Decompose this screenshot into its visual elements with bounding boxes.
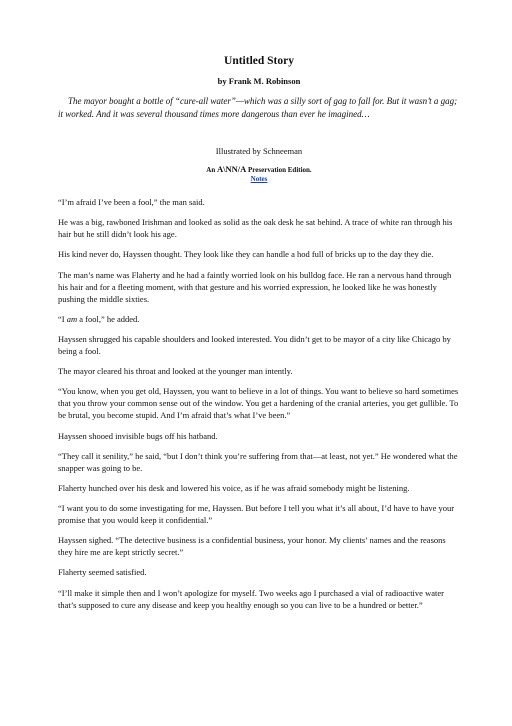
story-title: Untitled Story <box>224 55 294 67</box>
notes-line <box>58 175 460 184</box>
emphasis: am <box>66 313 78 324</box>
notes-link[interactable]: Notes <box>250 175 268 183</box>
paragraph: “I’ll make it simple then and I won’t apologize for myself. Two weeks ago I purchased a vial of radioactive water that’s supposed to cure any disease and keep you healthy enough so you can live to be a hundred or better.” <box>58 587 444 610</box>
paragraph-part: a fool,” he added. <box>77 313 140 324</box>
story-blurb: The mayor bought a bottle of “cure-all water”—which was a silly sort of gag to fall for. But it wasn’t a gag; it worked. And it was several thousand times more dangerous than ever he imagined… <box>58 96 458 119</box>
preservation-prefix: An <box>206 166 217 174</box>
paragraph-part: “I <box>58 313 67 324</box>
paragraph: Flaherty hunched over his desk and lowered his voice, as if he was afraid somebody might be listening. <box>58 482 410 493</box>
paragraph <box>58 313 460 325</box>
paragraph: “They call it senility,” he said, “but I don’t think you’re suffering from that—at least, not yet.” He wondered what the snapper was going to be. <box>58 450 458 473</box>
paragraph: His kind never do, Hayssen thought. They look like they can handle a hod full of bricks up to the day they die. <box>58 249 434 260</box>
paragraph: He was a big, rawboned Irishman and looked as solid as the oak desk he sat behind. A trace of white ran through his hair but he still didn’t look his age. <box>58 217 453 240</box>
paragraph: The mayor cleared his throat and looked at the younger man intently. <box>58 366 293 377</box>
story-byline: by Frank M. Robinson <box>217 76 301 86</box>
paragraph: Flaherty seemed satisfied. <box>58 567 147 578</box>
paragraph: “You know, when you get old, Hayssen, you want to believe in a lot of things. You want to believe so hard sometimes that you throw your common sense out of the window. You get a hardening of the cranial arteries, you get gullible. To be brutal, you become stupid. And I’m afraid that’s what I’ve been.” <box>58 386 459 421</box>
preservation-notice <box>58 165 460 175</box>
paragraph: Hayssen shooed invisible bugs off his hatband. <box>58 430 218 441</box>
illustrator-credit: Illustrated by Schneeman <box>215 146 303 156</box>
paragraph: The man’s name was Flaherty and he had a faintly worried look on his bulldog face. He ran a nervous hand through his hair and for a fleeting moment, with that gesture and his worried expression, he looked like he was honestly pushing the middle sixties. <box>58 269 452 304</box>
paragraph: Hayssen sighed. “The detective business is a confidential business, your honor. My clients’ names and the reasons they hire me are kept strictly secret.” <box>58 535 446 558</box>
story-body <box>58 196 460 611</box>
preservation-suffix: Preservation Edition. <box>246 166 312 174</box>
paragraph: Hayssen shrugged his capable shoulders and looked interested. You didn’t get to be mayor of a city like Chicago by being a fool. <box>58 333 451 356</box>
anna-mark: A\NN/A <box>217 164 247 174</box>
paragraph: “I’m afraid I’ve been a fool,” the man said. <box>58 197 205 207</box>
paragraph: “I want you to do some investigating for me, Hayssen. But before I tell you what it’s all about, I’d have to have your promise that you would keep it confidential.” <box>58 503 455 526</box>
